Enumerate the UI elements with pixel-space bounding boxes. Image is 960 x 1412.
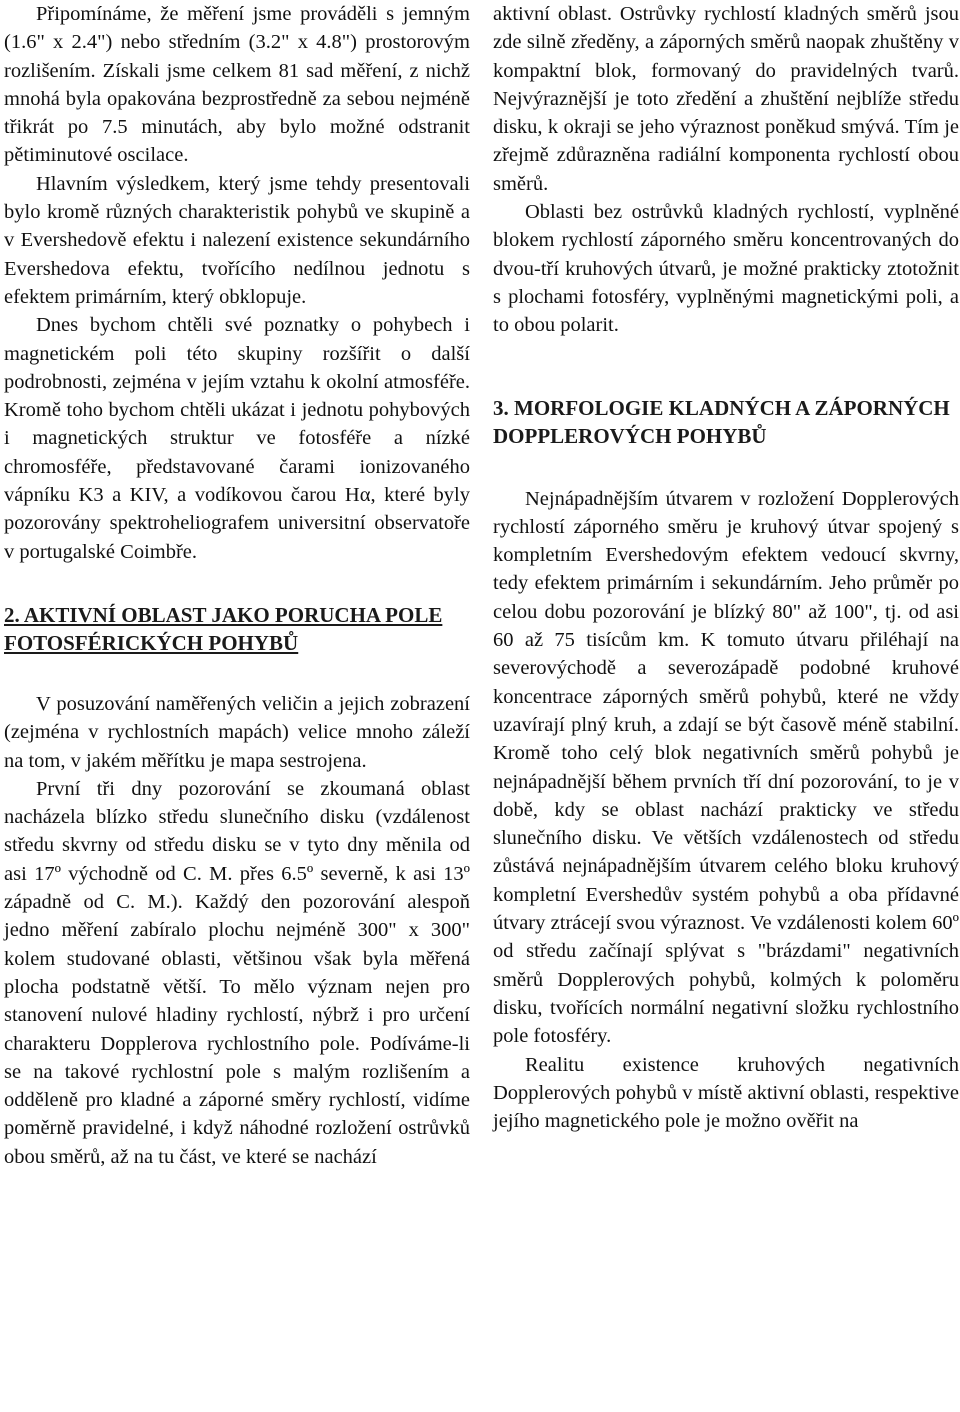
paragraph: Oblasti bez ostrůvků kladných rychlostí, vyplněné blokem rychlostí záporného směru koncentrovaných do dvou-tří kruhových útvarů, je možné prakticky ztotožnit s plochami fotosféry, vyplněnými magnetickými poli, a to obou polarit. <box>493 201 959 337</box>
paragraph: Dnes bychom chtěli své poznatky o pohybech i magnetickém poli této skupiny rozšířit o další podrobnosti, zejména v jejím vztahu k okolní atmosféře. Kromě toho bychom chtěli ukázat i jednotu pohybových i magnetických struktur ve fotosféře a nízké chromosféře, představované čarami ionizovaného vápníku K3 a KIV, a vodíkovou čarou Hα, které byly pozorovány spektroheliografem universitní observatoře v portugalské Coimbře. <box>4 314 470 563</box>
spacer <box>493 451 959 485</box>
spacer <box>493 340 959 394</box>
paragraph: Nejnápadnějším útvarem v rozložení Dopplerových rychlostí záporného směru je kruhový útvar spojený s kompletním Evershedovým efektem vedoucí skvrny, tedy efektem primárním i sekundárním. Jeho průměr po celou dobu pozorování je blízký 80" až 100", tj. od asi 60 až 75 tisícům km. K tomuto útvaru přiléhají na severovýchodě a severozápadě podobné kruhové koncentrace záporných směrů pohybů, které ne vždy uzavírají plný kruh, a zdají se být časově méně stabilní. Kromě toho celý blok negativních směrů pohybů je nejnápadnější během prvních tří dní pozorování, to je v době, kdy se oblast nachází prakticky ve středu slunečního disku. Ve větších vzdálenostech od středu zůstává nejnápadnějším útvarem celého bloku kruhový kompletní Evershedův systém pohybů a oba přídavné útvary ztrácejí svou výraznost. Ve vzdálenosti kolem 60º od středu začínají splývat s "brázdami" negativních směrů Dopplerových pohybů, kolmých k poloměru disku, tvořících normální negativní složku rychlostního pole fotosféry. <box>493 487 959 1048</box>
spacer <box>4 658 470 690</box>
left-column <box>4 0 470 1171</box>
paragraph: Hlavním výsledkem, který jsme tehdy presentovali bylo kromě různých charakteristik pohybů ve skupině a v Evershedově efektu i nalezení existence sekundárního Evershedova efektu, tvořícího nedílnou jednotu s efektem primárním, který obklopuje. <box>4 172 470 308</box>
paragraph: V posuzování naměřených veličin a jejich zobrazení (zejména v rychlostních mapách) velice mnoho záleží na tom, v jakém měřítku je mapa sestrojena. <box>4 692 470 772</box>
paragraph: Připomínáme, že měření jsme prováděli s jemným (1.6" x 2.4") nebo středním (3.2" x 4.8") prostorovým rozlišením. Získali jsme celkem 81 sad měření, z nichž mnohá byla opakována bezprostředně za sebou nejméně třikrát po 7.5 minutách, aby bylo možné odstranit pětiminutové oscilace. <box>4 3 470 167</box>
paragraph: aktivní oblast. Ostrůvky rychlostí kladných směrů jsou zde silně zředěny, a záporných směrů naopak zhuštěny v kompaktní blok, formovaný do pravidelných tvarů. Nejvýraznější je toto zředění a zhuštění nejblíže středu disku, k okraji se jeho výraznost poněkud smývá. Tím je zřejmě zdůrazněna radiální komponenta rychlostí obou směrů. <box>493 3 959 195</box>
spacer <box>4 566 470 601</box>
section-heading: 3. MORFOLOGIE KLADNÝCH A ZÁPORNÝCH DOPPLEROVÝCH POHYBŮ <box>493 395 950 449</box>
right-column <box>493 0 959 1135</box>
paragraph: První tři dny pozorování se zkoumaná oblast nacházela blízko středu slunečního disku (vzdálenost středu skvrny od středu disku se v tyto dny měnila od asi 17º východně od C. M. přes 6.5º severně, k asi 13º západně od C. M.). Každý den pozorování alespoň jedno měření zabíralo plochu nejméně 300" x 300" kolem studované oblasti, většinou však byla měřená plocha podstatně větší. To mělo význam nejen pro stanovení nulové hladiny rychlostí, nýbrž i pro určení charakteru Dopplerova rychlostního pole. Podíváme-li se na takové rychlostní pole s malým rozlišením a odděleně pro kladné a záporné směry rychlostí, vidíme poměrně pravidelné, i když náhodné rozložení ostrůvků obou směrů, až na tu část, ve které se nachází <box>4 777 470 1168</box>
paragraph: Realitu existence kruhových negativních Dopplerových pohybů v místě aktivní oblasti, respektive jejího magnetického pole je možno ověřit na <box>493 1053 959 1133</box>
section-heading: 2. AKTIVNÍ OBLAST JAKO PORUCHA POLE FOTOSFÉRICKÝCH POHYBŮ <box>4 602 443 656</box>
